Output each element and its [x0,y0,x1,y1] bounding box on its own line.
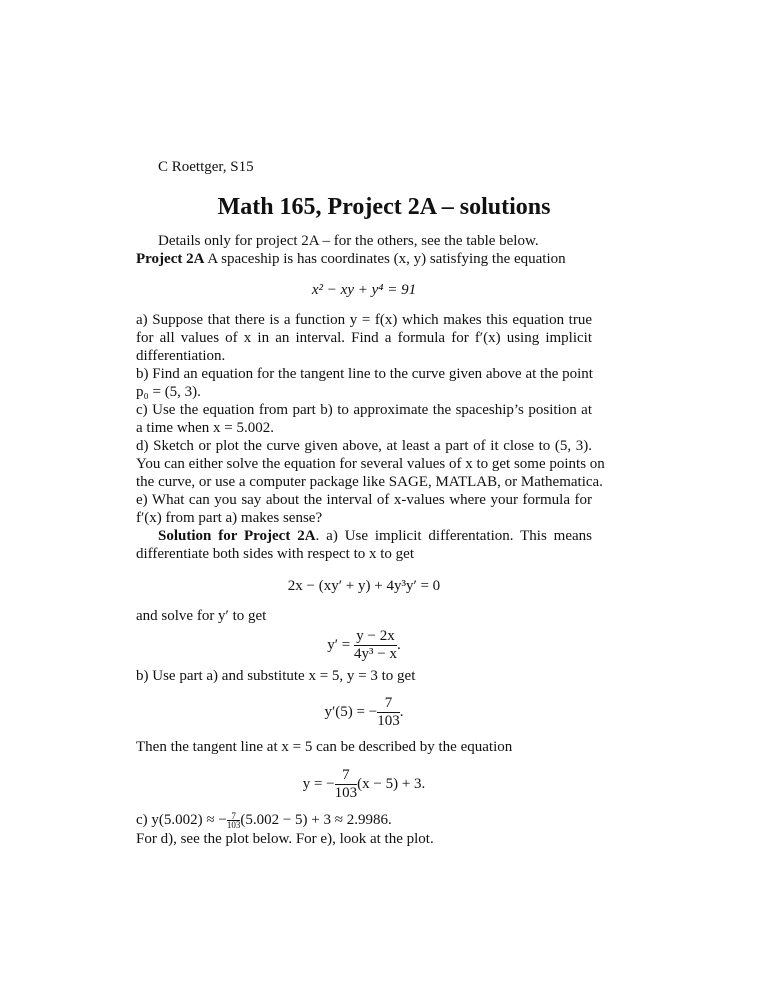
yprime5-formula [136,693,592,731]
formula-lhs: y = − [302,776,335,792]
question-line: the curve, or use a computer package like SAGE, MATLAB, or Mathematica. [136,474,603,490]
derivative-equation: 2x − (xy′ + y) + 4y³y′ = 0 [287,578,441,594]
solution-label: Solution for Project 2A [158,528,316,544]
question-line: differentiation. [136,348,226,364]
tangent-equation [136,765,592,803]
question-line: f′(x) from part a) makes sense? [136,510,323,526]
formula-rest: (x − 5) + 3. [357,776,426,792]
main-equation-text: x² − xy + y⁴ = 91 [311,282,417,298]
question-line: for all values of x in an interval. Find a formula for f′(x) using implicit [136,330,592,346]
denominator: 103 [377,713,400,730]
project-text: A spaceship is has coordinates (x, y) satisfying the equation [207,251,566,267]
formula-end: . [399,704,404,720]
question-line: d) Sketch or plot the curve given above, at least a part of it close to (5, 3). [136,438,592,454]
denominator: 103 [226,820,241,831]
question-line: e) What can you say about the interval of x-values where your formula for [136,492,592,508]
denominator: 103 [334,785,358,802]
final-text: For d), see the plot below. For e), look at the plot. [136,831,434,847]
part-c-answer [136,811,592,829]
formula-end: . [396,637,401,653]
fraction [354,628,397,663]
question-line: You can either solve the equation for several values of x to get some points on [136,456,605,472]
question-line: a) Suppose that there is a function y = f(x) which makes this equation true [136,312,592,328]
formula-lhs: y′ = [327,637,351,653]
question-line: b) Find an equation for the tangent line to the curve given above at the point [136,366,593,382]
fraction [377,695,400,730]
author-line: C Roettger, S15 [158,159,254,175]
numerator: 7 [377,695,400,713]
formula-lhs: y′(5) = − [324,704,378,720]
numerator: 7 [335,767,358,785]
yprime-formula [136,626,592,664]
solve-text: and solve for y′ to get [136,608,267,624]
solution-line: differentiate both sides with respect to x to get [136,546,414,562]
denominator: 4y³ − x [354,646,397,663]
question-line: c) Use the equation from part b) to approximate the spaceship’s position at [136,402,592,418]
formula-rest: (5.002 − 5) + 3 ≈ 2.9986. [240,812,392,828]
numerator: y − 2x [354,628,397,646]
intro-text: Details only for project 2A – for the others, see the table below. [158,233,539,249]
question-line: a time when x = 5.002. [136,420,275,436]
project-label: Project 2A [136,251,205,267]
small-fraction [227,812,241,829]
project-statement [136,250,592,268]
solution-heading [158,527,592,545]
solution-text: . a) Use implicit differentation. This means [315,528,592,544]
page-title: Math 165, Project 2A – solutions [217,194,551,220]
numerator: 7 [227,812,241,821]
main-equation [136,281,592,299]
part-b-text: b) Use part a) and substitute x = 5, y = 3 to get [136,668,416,684]
formula-lhs: c) y(5.002) ≈ − [136,812,227,828]
question-line: p₀ = (5, 3). [136,384,201,400]
fraction [335,767,358,802]
tangent-text: Then the tangent line at x = 5 can be described by the equation [136,739,513,755]
